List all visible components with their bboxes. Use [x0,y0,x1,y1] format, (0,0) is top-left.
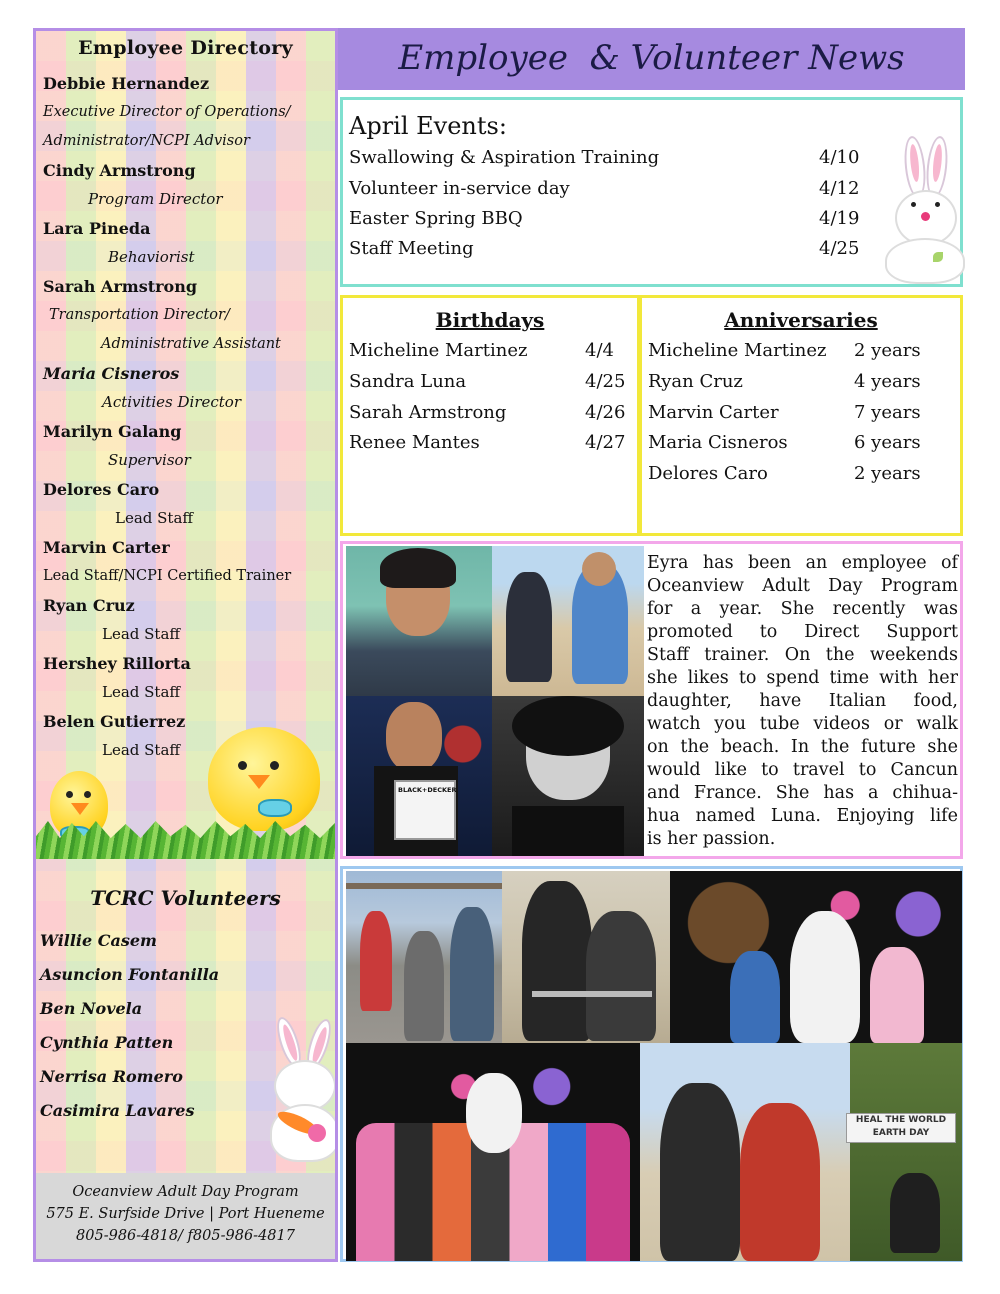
employee-spotlight-box [340,541,963,859]
costume-photo [492,696,644,856]
anniversary-years: 6 years [854,432,921,453]
beach-photo [492,546,644,696]
anniversary-name: Micheline Martinez [648,340,827,361]
april-events-box [340,97,963,287]
spotlight-line: she likes to spend time with her [647,668,958,688]
event-name: Staff Meeting [349,238,474,259]
product-label: BLACK+DECKER [398,786,457,794]
event-name: Easter Spring BBQ [349,208,523,229]
bunny-with-carrot-icon [266,1016,338,1166]
employee-role: Executive Director of Operations/ [43,104,291,120]
birthdays-title: Birthdays [435,308,545,332]
employee-name: Cindy Armstrong [43,161,196,180]
organization-address: 575 E. Surfside Drive | Port Hueneme [46,1206,325,1222]
anniversaries-title: Anniversaries [724,308,878,332]
beach-cleanup-photo [346,871,502,1043]
events-title: April Events: [349,112,507,140]
birthdays-box [340,295,640,536]
spotlight-line: watch you tube videos or walk [647,714,958,734]
directory-title: Employee Directory [78,37,293,59]
event-date: 4/25 [819,238,860,259]
earth-day-sign: HEAL THE WORLD EARTH DAY [846,1113,956,1143]
spotlight-line: Eyra has been an employee of [647,553,958,573]
easter-bunny-icon [883,136,963,286]
anniversary-years: 2 years [854,463,921,484]
birthday-date: 4/27 [585,432,626,453]
employee-name: Ryan Cruz [43,596,135,615]
employee-name: Hershey Rillorta [43,654,191,673]
anniversary-name: Delores Caro [648,463,768,484]
organization-phone: 805-986-4818/ f805-986-4817 [76,1228,295,1244]
spotlight-line: promoted to Direct Support [647,622,958,642]
spotlight-line: on the beach. In the future she [647,737,958,757]
group-easter-photo [346,1043,640,1261]
directory-list [43,69,335,765]
event-date: 4/12 [819,178,860,199]
birthday-date: 4/4 [585,340,614,361]
event-date: 4/10 [819,147,860,168]
volunteers-title: TCRC Volunteers [90,886,281,910]
easter-bunny-party-photo [670,871,962,1043]
birthday-name: Renee Mantes [349,432,480,453]
anniversary-name: Maria Cisneros [648,432,788,453]
volunteer-name: Ben Novela [40,999,143,1018]
newsletter-banner [338,28,965,90]
employee-role: Program Director [88,190,223,208]
easter-chicks-illustration [36,731,335,859]
award-photo [346,696,492,856]
spotlight-line: daughter, have Italian food, [647,691,958,711]
employee-role: Behaviorist [108,248,195,266]
employee-sidebar [33,28,338,1262]
employee-role: Transportation Director/ [49,307,230,323]
employee-role: Lead Staff [115,509,194,527]
employee-role: Lead Staff [102,625,181,643]
spotlight-line: would like to travel to Cancun [647,760,958,780]
spotlight-line: is her passion. [647,829,776,849]
contact-footer [36,1173,335,1259]
spotlight-line: Oceanview Adult Day Program [647,576,958,596]
employee-name: Maria Cisneros [43,364,180,383]
volunteer-name: Casimira Lavares [40,1101,195,1120]
employee-role: Administrative Assistant [101,336,281,352]
anniversary-name: Marvin Carter [648,402,779,423]
large-chick-icon [208,727,320,831]
spotlight-text [647,552,958,851]
employee-name: Lara Pineda [43,219,151,238]
portrait-photo [346,546,492,696]
organization-name: Oceanview Adult Day Program [72,1184,299,1200]
event-name: Swallowing & Aspiration Training [349,147,660,168]
photo-gallery [340,866,963,1262]
anniversary-years: 4 years [854,371,921,392]
anniversary-years: 2 years [854,340,921,361]
employee-role: Supervisor [108,451,191,469]
spotlight-line: Staff trainer. On the weekends [647,645,958,665]
employee-name: Sarah Armstrong [43,277,198,296]
employee-name: Debbie Hernandez [43,74,210,93]
volunteer-name: Cynthia Patten [40,1033,174,1052]
birthday-date: 4/25 [585,371,626,392]
volunteers-list [40,924,219,1128]
volunteer-name: Asuncion Fontanilla [40,965,220,984]
spotlight-line: and France. She has a chihua- [647,783,958,803]
employee-role: Activities Director [102,393,241,411]
birthday-date: 4/26 [585,402,626,423]
walker-photo [502,871,670,1043]
employee-name: Belen Gutierrez [43,712,186,731]
event-date: 4/19 [819,208,860,229]
anniversaries-box [639,295,963,536]
volunteer-name: Willie Casem [40,931,157,950]
newsletter-title: Employee & Volunteer News [398,38,905,78]
earth-day-photo [640,1043,962,1261]
spotlight-line: hua named Luna. Enjoying life [647,806,958,826]
birthday-name: Sarah Armstrong [349,402,507,423]
birthday-name: Micheline Martinez [349,340,528,361]
spotlight-line: for a year. She recently was [647,599,958,619]
employee-role: Lead Staff/NCPI Certified Trainer [43,568,292,584]
anniversary-years: 7 years [854,402,921,423]
employee-role: Lead Staff [102,741,181,759]
birthday-name: Sandra Luna [349,371,467,392]
volunteer-name: Nerrisa Romero [40,1067,183,1086]
employee-role: Lead Staff [102,683,181,701]
anniversary-name: Ryan Cruz [648,371,743,392]
employee-name: Marvin Carter [43,538,170,557]
employee-role: Administrator/NCPI Advisor [43,133,250,149]
employee-name: Delores Caro [43,480,160,499]
event-name: Volunteer in-service day [349,178,570,199]
employee-name: Marilyn Galang [43,422,182,441]
